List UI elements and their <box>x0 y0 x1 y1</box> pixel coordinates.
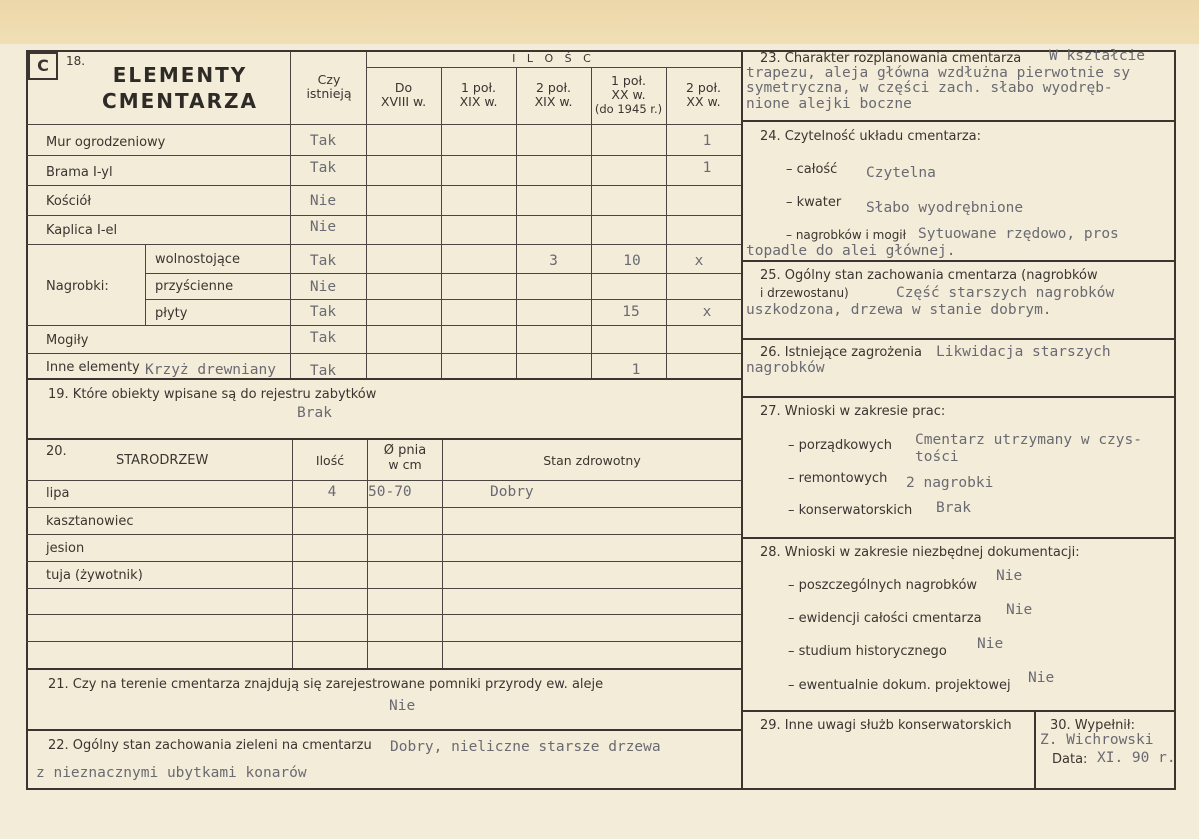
s19-value: Brak <box>297 405 332 421</box>
s18-vline-q4 <box>666 67 667 378</box>
s20-tree-name: jesion <box>46 541 85 556</box>
s18-group-nagrobki: Nagrobki: <box>46 279 109 294</box>
s30-label: 30. Wypełnił: <box>1050 718 1135 733</box>
s18-title-line1: ELEMENTY <box>112 63 248 87</box>
s28-d2-value: Nie <box>1006 602 1033 618</box>
s22-label: 22. Ogólny stan zachowania zieleni na cmentarzu <box>48 738 372 753</box>
s27-p1-value-line2: tości <box>915 449 959 465</box>
s26-value-line2: nagrobków <box>746 360 825 376</box>
s27-p1-value-line1: Cmentarz utrzymany w czys- <box>915 432 1142 448</box>
s24-kwater-value: Słabo wyodrębnione <box>866 200 1024 216</box>
s18-col-exists-l2: istnieją <box>306 86 352 101</box>
s18-row-label: Mogiły <box>46 333 89 348</box>
s18-header-line <box>26 124 741 125</box>
s18-vline-q2 <box>516 67 517 378</box>
s24-label: 24. Czytelność układu cmentarza: <box>760 129 982 144</box>
s18-qty-underline <box>366 67 741 68</box>
s18-qty-header: I L O Ś C <box>512 52 595 65</box>
s18-exists: Nie <box>309 193 337 209</box>
s18-col-3-l1: 2 poł. <box>535 80 572 95</box>
s28-d3-label: – studium historycznego <box>788 644 947 659</box>
s18-number: 18. <box>66 54 86 68</box>
s18-col-3 <box>516 81 591 109</box>
s28-d1-value: Nie <box>996 568 1023 584</box>
s20-vline <box>442 440 443 668</box>
s25-label-line2: i drzewostanu) <box>760 286 849 300</box>
s20-col-qty: Ilość <box>315 453 345 468</box>
s18-col-5-l2: XX w. <box>686 94 721 109</box>
s18-col-exists <box>292 73 366 101</box>
s18-qty-cell: x <box>702 304 712 320</box>
s24-nagrobkow-value-line1: Sytuowane rzędowo, pros <box>918 226 1119 242</box>
s18-row-line <box>26 185 741 186</box>
s20-col-diam-l1: Ø pnia <box>383 443 427 458</box>
s20-row-line <box>26 588 741 589</box>
s20-tree-name: lipa <box>46 486 70 501</box>
s18-col-4-l2: XX w. <box>611 87 646 102</box>
s26-label: 26. Istniejące zagrożenia <box>760 345 922 360</box>
s25-value-line2: uszkodzona, drzewa w stanie dobrym. <box>746 302 1052 318</box>
s20-row-line <box>26 641 741 642</box>
s18-row-line <box>26 325 741 326</box>
s28-d3-value: Nie <box>977 636 1004 652</box>
s18-bottom-line <box>26 378 741 380</box>
s20-row-line <box>26 561 741 562</box>
s23-value-line4: nione alejki boczne <box>746 96 912 112</box>
s18-exists: Tak <box>309 363 337 379</box>
s18-row-label: przyścienne <box>155 279 234 294</box>
s18-col-exists-l1: Czy <box>317 72 341 87</box>
s28-d2-label: – ewidencji całości cmentarza <box>788 611 982 626</box>
s18-col-2 <box>441 81 516 109</box>
s20-col-diam-l2: w cm <box>388 457 422 472</box>
s22-value-line2: z nieznacznymi ubytkami konarów <box>36 765 307 781</box>
s20-row-line <box>26 614 741 615</box>
s23-value-line2: trapezu, aleja główna wzdłużna pierwotnie sy <box>746 65 1131 81</box>
s27-label: 27. Wnioski w zakresie prac: <box>760 404 946 419</box>
s18-row-line <box>145 273 741 274</box>
s18-col-3-l2: XIX w. <box>534 94 573 109</box>
s20-vline <box>367 440 368 668</box>
s25-label-line1: 25. Ogólny stan zachowania cmentarza (nagrobków <box>760 268 1098 283</box>
s18-inne-value: Krzyż drewniany <box>145 362 276 378</box>
s18-row-label: Kościół <box>46 194 92 209</box>
s18-qty-cell: 15 <box>622 304 640 320</box>
s27-p2-label: – remontowych <box>788 471 888 486</box>
s18-row-line <box>26 155 741 156</box>
s18-col-4 <box>591 74 666 116</box>
s28-d1-label: – poszczególnych nagrobków <box>788 578 978 593</box>
s23-value-line1: W kształcie <box>1049 48 1146 64</box>
s18-row-label: Mur ogrodzeniowy <box>46 135 166 150</box>
s20-tree-health: Dobry <box>490 484 534 500</box>
s28-d4-value: Nie <box>1028 670 1055 686</box>
s26-value-line1: Likwidacja starszych <box>936 344 1111 360</box>
s24-kwater-label: – kwater <box>786 195 842 210</box>
s24-nagrobkow-value-line2: topadle do alei głównej. <box>746 243 956 259</box>
s24-calosc-value: Czytelna <box>866 165 936 181</box>
s18-qty-cell: x <box>694 253 704 269</box>
s18-col-1-l2: XVIII w. <box>380 94 427 109</box>
s18-col-2-l1: 1 poł. <box>460 80 497 95</box>
s24-nagrobkow-label: – nagrobków i mogił <box>786 228 907 242</box>
s18-col-4-l1: 1 poł. <box>610 73 647 88</box>
s27-p1-label: – porządkowych <box>788 438 892 453</box>
s24-calosc-label: – całość <box>786 162 838 177</box>
s20-row-line <box>26 507 741 508</box>
s18-qty-cell: 1 <box>631 362 641 378</box>
s20-number: 20. <box>46 444 67 459</box>
s25-value-line1: Część starszych nagrobków <box>896 285 1115 301</box>
s23-value-line3: symetryczna, w części zach. słabo wyodręb- <box>746 80 1113 96</box>
s18-title <box>70 62 290 114</box>
s18-col-4-l3: (do 1945 r.) <box>594 102 663 116</box>
s18-col-1 <box>366 81 441 109</box>
s18-row-label: Kaplica I-el <box>46 223 118 238</box>
s28-label: 28. Wnioski w zakresie niezbędnej dokumentacji: <box>760 545 1080 560</box>
s21-value: Nie <box>389 698 416 714</box>
s27-p3-label: – konserwatorskich <box>788 503 913 518</box>
s24-bottom-line <box>741 260 1176 262</box>
s27-p3-value: Brak <box>936 500 971 516</box>
s18-exists: Tak <box>309 133 337 149</box>
s21-bottom-line <box>26 729 741 731</box>
s20-vline <box>292 440 293 668</box>
s18-row-line <box>26 353 741 354</box>
s18-nagrobki-divider <box>145 244 146 325</box>
s23-label: 23. Charakter rozplanowania cmentarza <box>760 51 1022 66</box>
s20-row-line <box>26 534 741 535</box>
s18-col-5 <box>666 81 741 109</box>
s28-d4-label: – ewentualnie dokum. projektowej <box>788 678 1011 693</box>
s25-bottom-line <box>741 338 1176 340</box>
frame-bottom <box>26 788 1176 790</box>
frame-left <box>26 50 28 788</box>
s18-row-line <box>26 244 741 245</box>
s18-row-label: Brama I-yl <box>46 165 113 180</box>
s22-value-line1: Dobry, nieliczne starsze drzewa <box>390 739 661 755</box>
s18-row-line <box>145 299 741 300</box>
frame-right <box>1174 50 1176 788</box>
s18-exists: Nie <box>309 279 337 295</box>
s18-exists: Tak <box>309 253 337 269</box>
s18-row-label: Inne elementy <box>46 360 140 375</box>
s18-row-label: wolnostojące <box>155 252 240 267</box>
s28-bottom-line <box>741 710 1176 712</box>
s18-exists: Tak <box>309 330 337 346</box>
s18-qty-cell: 10 <box>623 253 641 269</box>
s20-bottom-line <box>26 668 741 670</box>
s18-row-line <box>26 215 741 216</box>
s18-exists: Nie <box>309 219 337 235</box>
s21-label: 21. Czy na terenie cmentarza znajdują się zarejestrowane pomniki przyrody ew. aleje <box>48 677 604 692</box>
s20-col-diam <box>368 444 442 472</box>
s18-exists: Tak <box>309 304 337 320</box>
s19-bottom-line <box>26 438 741 440</box>
s20-header-line <box>26 480 741 481</box>
s30-date-label: Data: <box>1052 752 1088 767</box>
top-paper-band <box>0 0 1199 44</box>
s20-tree-diam: 50-70 <box>368 484 412 500</box>
s20-col-health: Stan zdrowotny <box>543 453 641 468</box>
s18-qty-cell: 1 <box>702 160 712 176</box>
s29-label: 29. Inne uwagi służb konserwatorskich <box>760 718 1012 733</box>
s26-bottom-line <box>741 396 1176 398</box>
s18-vline-q1 <box>441 67 442 378</box>
s18-col-2-l2: XIX w. <box>459 94 498 109</box>
s18-col-5-l1: 2 poł. <box>685 80 722 95</box>
s20-title: STARODRZEW <box>116 453 209 468</box>
s18-col-1-l1: Do <box>394 80 413 95</box>
s27-p2-value: 2 nagrobki <box>906 475 994 491</box>
s18-row-label: płyty <box>155 306 188 321</box>
s20-tree-name: tuja (żywotnik) <box>46 568 143 583</box>
s18-qty-cell: 3 <box>549 253 558 269</box>
s30-name: Z. Wichrowski <box>1040 732 1154 748</box>
s18-exists: Tak <box>309 160 337 176</box>
card-code-box: C <box>28 52 58 80</box>
s18-qty-cell: 1 <box>702 133 712 149</box>
s29-s30-divider <box>1034 710 1036 788</box>
s23-bottom-line <box>741 120 1176 122</box>
s19-label: 19. Które obiekty wpisane są do rejestru zabytków <box>48 387 377 402</box>
s30-date: XI. 90 r. <box>1097 750 1176 766</box>
s18-title-line2: CMENTARZA <box>102 89 258 113</box>
s20-tree-qty: 4 <box>327 484 337 500</box>
s20-tree-name: kasztanowiec <box>46 514 134 529</box>
s27-bottom-line <box>741 537 1176 539</box>
